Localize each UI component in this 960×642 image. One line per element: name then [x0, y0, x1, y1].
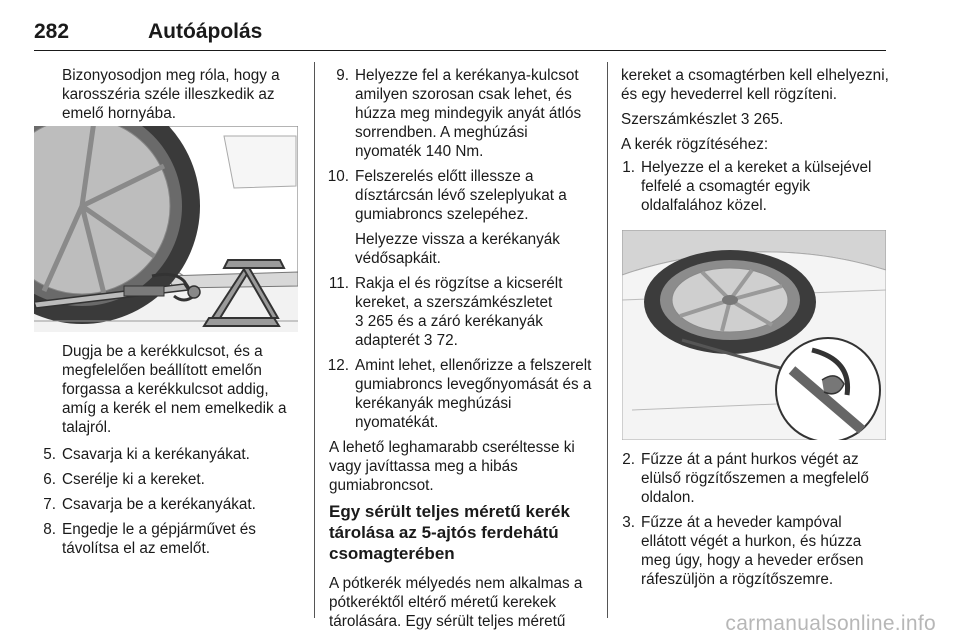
list-item	[43, 470, 300, 489]
step-text: Engedje le a gépjárművet és távolítsa el az emelőt.	[62, 521, 256, 557]
fix-label: A kerék rögzítéséhez:	[621, 136, 769, 153]
list-item	[622, 158, 889, 215]
step-number: 8.	[43, 521, 56, 538]
crank-paragraph: Dugja be a kerékkulcsot, és a megfelelően beállított emelőn forgassa a kerékkulcsot addig, amíg a kerék el nem emelkedik a talajról.	[62, 343, 287, 436]
jack-illustration	[34, 126, 298, 332]
column-1	[62, 66, 300, 129]
step-text: Cserélje ki a kereket.	[62, 471, 205, 488]
step-11-page: 72.	[436, 332, 458, 349]
toolkit-page: 265.	[753, 111, 784, 128]
page-header	[34, 16, 886, 51]
toolkit-line	[621, 110, 889, 129]
step-number: 2.	[622, 451, 635, 468]
step-text: Fűzze át a pánt hurkos végét az elülső rögzítőszemen a megfelelő oldalon.	[641, 451, 869, 506]
list-item	[622, 513, 889, 589]
spare-paragraph: A pótkerék mélyedés nem alkalmas a pótkeréktől eltérő méretű kerekek tárolására. Egy sérült teljes méretű	[329, 575, 583, 630]
step-number: 6.	[43, 471, 56, 488]
column-1-lower	[43, 342, 300, 564]
step-11-reference: 265 és a záró kerékanyák adapterét	[355, 313, 543, 349]
section-title: Autóápolás	[148, 20, 263, 43]
storage-paragraph: kereket a csomagtérben kell elhelyezni, és egy hevederrel kell rögzíteni.	[621, 67, 889, 103]
list-item	[622, 450, 889, 507]
column-3	[621, 66, 889, 221]
watermark: carmanualsonline.info	[725, 612, 936, 635]
list-item	[328, 274, 595, 350]
list-item	[43, 445, 300, 464]
step-number: 7.	[43, 496, 56, 513]
step-10-extra: Helyezze vissza a kerékanyák védősapkáit.	[355, 231, 560, 267]
step-text: Csavarja ki a kerékanyákat.	[62, 446, 250, 463]
column-3-lower	[622, 450, 889, 595]
page-number: 282	[34, 20, 70, 43]
column-2	[327, 66, 595, 637]
step-number: 10.	[327, 168, 349, 185]
step-text: Fűzze át a heveder kampóval ellátott végét a hurkon, és húzza meg úgy, hogy a heveder erősen ráfeszüljön a rögzítőszemre.	[641, 514, 864, 588]
step-text: Helyezze el a kereket a külsejével felfelé a csomagtér egyik oldalfalához közel.	[641, 159, 872, 214]
step-text: Amint lehet, ellenőrizze a felszerelt gumiabroncs levegőnyomását és a kerékanyák meghúzási nyomatékát.	[355, 357, 592, 431]
step-text: Rakja el és rögzítse a kicserélt kereket, a szerszámkészletet	[355, 275, 563, 311]
trunk-illustration	[622, 230, 886, 440]
list-item	[43, 495, 300, 514]
list-item	[336, 66, 595, 161]
step-text: Csavarja be a kerékanyákat.	[62, 496, 256, 513]
reference-icon: 3	[740, 111, 750, 128]
column-divider-1	[314, 62, 315, 618]
jack-figure	[34, 126, 298, 332]
column-divider-2	[607, 62, 608, 618]
reference-icon: 3	[423, 332, 433, 349]
reference-icon: 3	[355, 313, 364, 330]
list-item	[43, 520, 300, 558]
step-number: 1.	[622, 159, 635, 176]
intro-paragraph: Bizonyosodjon meg róla, hogy a karosszéria széle illeszkedik az emelő hornyába.	[62, 67, 280, 122]
trunk-figure	[622, 230, 886, 440]
step-number: 3.	[622, 514, 635, 531]
step-text: Felszerelés előtt illessze a dísztárcsán lévő szeleplyukat a gumiabroncs szelepéhez.	[355, 168, 567, 223]
step-text: Helyezze fel a kerékanya-kulcsot amilyen szorosan csak lehet, és húzza meg mindegyik anyát átlós sorrendben. A meghúzási nyomaték 140 Nm.	[355, 67, 582, 160]
step-number: 9.	[336, 67, 349, 84]
list-item	[327, 356, 595, 432]
step-number: 5.	[43, 446, 56, 463]
replace-paragraph: A lehető leghamarabb cseréltesse ki vagy javíttassa meg a hibás gumiabroncsot.	[329, 439, 575, 494]
section-heading: Egy sérült teljes méretű kerék tárolása az 5-ajtós ferdehátú csomagterében	[329, 502, 570, 563]
list-item	[327, 167, 595, 224]
step-number: 11.	[328, 275, 349, 292]
toolkit-label: Szerszámkészlet	[621, 111, 737, 128]
step-number: 12.	[327, 357, 349, 374]
